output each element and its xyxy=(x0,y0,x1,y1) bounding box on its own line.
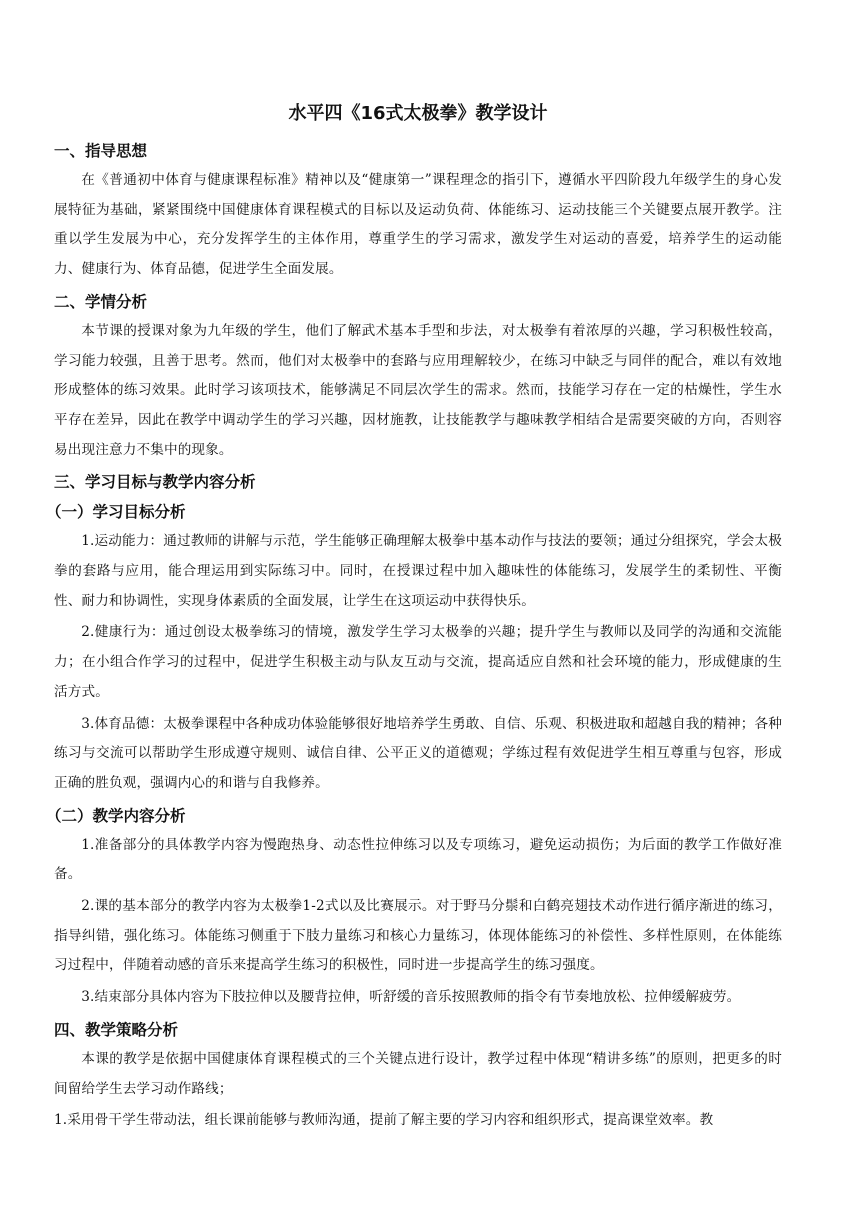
paragraph: 1.运动能力：通过教师的讲解与示范，学生能够正确理解太极拳中基本动作与技法的要领；通过分组探究，学会太极拳的套路与应用，能合理运用到实际练习中。同时，在授课过程中加入趣味性的体能练习，发展学生的柔韧性、平衡性、耐力和协调性，实现身体素质的全面发展，让学生在这项运动中获得快乐。 xyxy=(54,533,782,609)
paragraph: 3.体育品德：太极拳课程中各种成功体验能够很好地培养学生勇敢、自信、乐观、积极进取和超越自我的精神；各种练习与交流可以帮助学生形成遵守规则、诚信自律、公平正义的道德观；学练过程有效促进学生相互尊重与包容，形成正确的胜负观，强调内心的和谐与自我修养。 xyxy=(54,715,782,791)
subsection-heading-objectives: （一）学习目标分析 xyxy=(46,503,186,522)
paragraph: 3.结束部分具体内容为下肢拉伸以及腰背拉伸，听舒缓的音乐按照教师的指令有节奏地放松、拉伸缓解疲劳。 xyxy=(81,989,741,1006)
paragraph: 在《普通初中体育与健康课程标准》精神以及“健康第一”课程理念的指引下，遵循水平四阶段九年级学生的身心发展特征为基础，紧紧围绕中国健康体育课程模式的目标以及运动负荷、体能练习、运动技能三个关键要点展开教学。注重以学生发展为中心，充分发挥学生的主体作用，尊重学生的学习需求，激发学生对运动的喜爱，培养学生的运动能力、健康行为、体育品德，促进学生全面发展。 xyxy=(54,172,782,278)
paragraph: 本节课的授课对象为九年级的学生，他们了解武术基本手型和步法，对太极拳有着浓厚的兴趣，学习积极性较高，学习能力较强，且善于思考。然而，他们对太极拳中的套路与应用理解较少，在练习中缺乏与同伴的配合，难以有效地形成整体的练习效果。此时学习该项技术，能够满足不同层次学生的需求。然而，技能学习存在一定的枯燥性，学生水平存在差异，因此在教学中调动学生的学习兴趣，因材施教，让技能教学与趣味教学相结合是需要突破的方向，否则容易出现注意力不集中的现象。 xyxy=(54,322,782,458)
paragraph: 1.采用骨干学生带动法，组长课前能够与教师沟通，提前了解主要的学习内容和组织形式，提高课堂效率。教 xyxy=(54,1112,714,1129)
document-page xyxy=(46,100,782,1138)
section-heading-student-analysis: 二、学情分析 xyxy=(54,292,148,311)
paragraph: 2.课的基本部分的教学内容为太极拳1-2式以及比赛展示。对于野马分鬃和白鹤亮翅技术动作进行循序渐进的练习，指导纠错，强化练习。体能练习侧重于下肢力量练习和核心力量练习，体现体能练习的补偿性、多样性原则，在体能练习过程中，伴随着动感的音乐来提高学生练习的积极性，同时进一步提高学生的练习强度。 xyxy=(54,898,782,974)
section-heading-objectives-content: 三、学习目标与教学内容分析 xyxy=(54,473,256,492)
document-title: 水平四《16式太极拳》教学设计 xyxy=(288,103,548,124)
section-heading-guiding-ideology: 一、指导思想 xyxy=(54,142,148,160)
subsection-heading-content: （二）教学内容分析 xyxy=(46,806,186,825)
paragraph: 本课的教学是依据中国健康体育课程模式的三个关键点进行设计，教学过程中体现“精讲多练”的原则，把更多的时间留给学生去学习动作路线； xyxy=(54,1050,782,1097)
paragraph: 2.健康行为：通过创设太极拳练习的情境，激发学生学习太极拳的兴趣；提升学生与教师以及同学的沟通和交流能力；在小组合作学习的过程中，促进学生积极主动与队友互动与交流，提高适应自然和社会环境的能力，形成健康的生活方式。 xyxy=(54,624,782,700)
section-heading-strategy: 四、教学策略分析 xyxy=(54,1020,179,1039)
paragraph: 1.准备部分的具体教学内容为慢跑热身、动态性拉伸练习以及专项练习，避免运动损伤；为后面的教学工作做好准备。 xyxy=(54,836,782,883)
